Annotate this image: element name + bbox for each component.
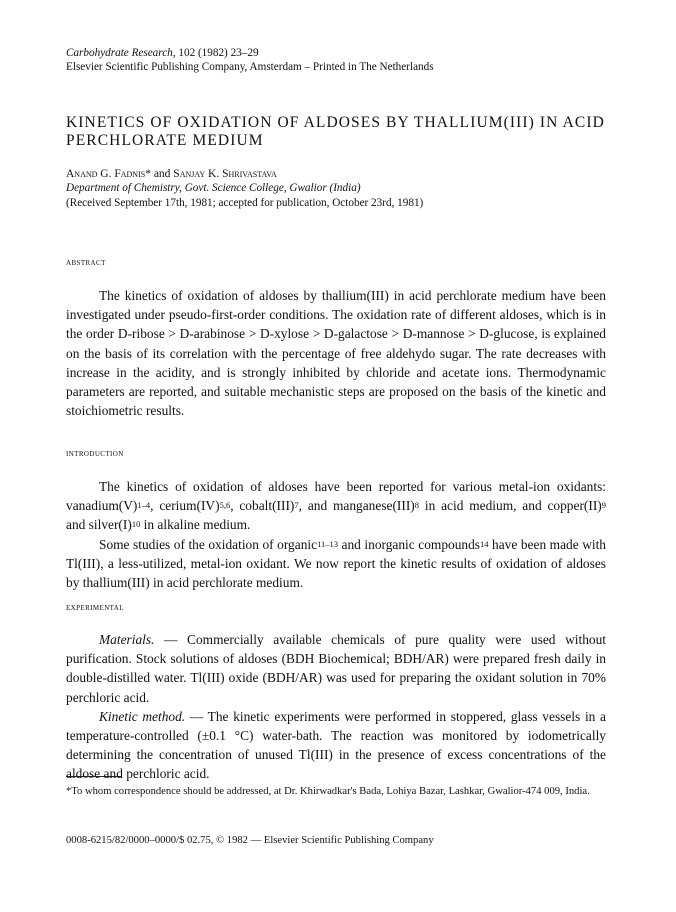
text-run: and inorganic compounds: [338, 536, 481, 552]
footnote-rule: [66, 776, 122, 777]
citation-ref: 11–13: [317, 538, 338, 549]
text-run: The kinetics of oxidation of aldoses have been reported for various metal-ion oxidants: vanadium(V): [66, 479, 606, 514]
kinetic-method-paragraph: [66, 707, 606, 784]
text-run: , and manganese(III): [298, 498, 415, 514]
title-line-1: KINETICS OF OXIDATION OF ALDOSES BY THALLIUM(III) IN ACID: [66, 114, 605, 131]
received-dates: (Received September 17th, 1981; accepted for publication, October 23rd, 1981): [66, 197, 424, 209]
author-line: [66, 167, 606, 181]
kinetic-method-subheading: Kinetic method.: [99, 708, 186, 724]
text-run: and silver(I): [66, 517, 132, 533]
abstract-heading: abstract: [66, 257, 106, 268]
affiliation: Department of Chemistry, Govt. Science College, Gwalior (India): [66, 182, 361, 194]
abstract-section: [66, 256, 606, 270]
copyright-line: 0008-6215/82/0000–0000/$ 02.75, © 1982 — Elsevier Scientific Publishing Company: [66, 835, 434, 846]
journal-header: [66, 46, 606, 74]
introduction-paragraph-2: [66, 535, 606, 593]
citation-ref: 7: [294, 500, 299, 511]
materials-subheading: Materials.: [99, 632, 155, 647]
text-run: have been made with Tl(III), a less-utilized, metal-ion oxidant. We now report the kinetic results of oxidation of aldoses by thallium(III) in acid perchlorate medium.: [66, 536, 607, 591]
citation-ref: 14: [480, 538, 489, 549]
journal-name: Carbohydrate Research,: [66, 47, 176, 59]
copyright-block: [66, 834, 606, 848]
citation-ref: 9: [601, 500, 606, 511]
citation-ref: 8: [414, 500, 420, 511]
author-block: [66, 167, 606, 211]
citation-ref: 10: [131, 519, 141, 530]
abstract-text: The kinetics of oxidation of aldoses by thallium(III) in acid perchlorate medium have been investigated under pseudo-first-order conditions. The oxidation rate of different aldoses, which is in the order D-ribose > D-arabinose > D-xylose > D-galactose > D-mannose > D-glucose, is explained on the basis of its correlation with the percentage of free aldehydo sugar. The rate decreases with increase in the acidity, and is strongly inhibited by chloride and acetate ions. Thermodynamic parameters are reported, and suitable mechanistic steps are proposed on the basis of the kinetic and stoichiometric results.: [66, 288, 606, 419]
text-run: in acid medium, and copper(II): [419, 498, 602, 514]
experimental-section: [66, 601, 606, 615]
footnote-block: [66, 776, 606, 799]
materials-paragraph: [66, 630, 606, 707]
text-run: — The kinetic experiments were performed in stoppered, glass vessels in a temperature-controlled (±0.1 °C) water-bath. The reaction was monitored by iodometrically determining the concentration of unused Tl(III) in the presence of excess concentrations of the aldose and perchloric acid.: [66, 708, 606, 782]
author-name: Anand G. Fadnis: [66, 168, 146, 180]
text-run: , cerium(IV): [150, 498, 220, 514]
publisher-line: Elsevier Scientific Publishing Company, Amsterdam – Printed in The Netherlands: [66, 61, 434, 73]
article-title: [66, 114, 606, 150]
text-run: , cobalt(III): [230, 498, 295, 514]
correspondence-star: *: [145, 168, 151, 180]
author-name: Sanjay K. Shrivastava: [173, 168, 277, 180]
abstract-body: [66, 286, 606, 420]
title-line-2: PERCHLORATE MEDIUM: [66, 132, 264, 149]
introduction-body: [66, 477, 606, 592]
experimental-body: [66, 630, 606, 784]
text-run: in alkaline medium.: [140, 517, 251, 533]
citation-ref: 1–4: [137, 500, 151, 511]
introduction-heading: introduction: [66, 448, 124, 459]
experimental-heading: experimental: [66, 602, 124, 613]
author-conjunction: and: [150, 168, 174, 180]
journal-ref: 102 (1982) 23–29: [175, 47, 259, 59]
introduction-section: [66, 447, 606, 461]
introduction-paragraph-1: [66, 477, 606, 535]
text-run: Some studies of the oxidation of organic: [99, 536, 318, 552]
correspondence-footnote: *To whom correspondence should be addressed, at Dr. Khirwadkar's Bada, Lohiya Bazar, Lashkar, Gwalior-474 009, India.: [66, 786, 590, 797]
text-run: — Commercially available chemicals of pure quality were used without purification. Stock solutions of aldoses (BDH Biochemical; BDH/AR) were prepared fresh daily in double-distilled water. Tl(III) oxide (BDH/AR) was used for preparing the oxidant solution in 70% perchloric acid.: [66, 632, 606, 705]
citation-ref: 5,6: [219, 500, 231, 511]
journal-citation: [66, 46, 606, 60]
